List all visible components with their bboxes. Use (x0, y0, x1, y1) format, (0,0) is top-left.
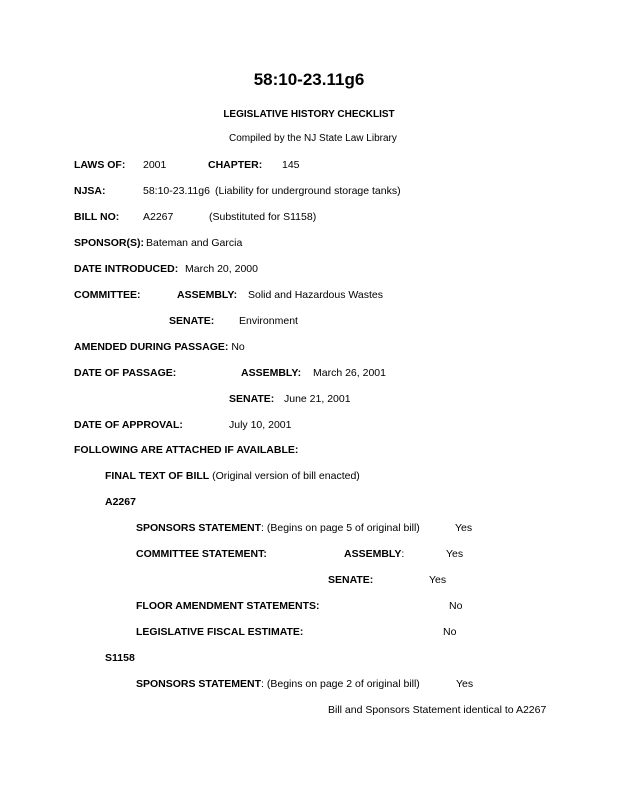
committee-senate-label: SENATE: (169, 315, 215, 327)
njsa-value: 58:10-23.11g6 (143, 185, 210, 197)
bill-no-note: (Substituted for S1158) (209, 211, 317, 223)
a2267-fiscal-value: No (443, 626, 457, 638)
s1158-sponsors-note: : (Begins on page 2 of original bill) (261, 678, 420, 690)
amended-value: No (231, 341, 245, 353)
page-title: 58:10-23.11g6 (253, 70, 365, 89)
date-introduced-label: DATE INTRODUCED: (74, 263, 179, 275)
committee-senate-value: Environment (239, 315, 298, 327)
passage-senate-value: June 21, 2001 (284, 393, 351, 405)
a2267-fiscal-label: LEGISLATIVE FISCAL ESTIMATE: (136, 626, 304, 638)
njsa-label: NJSA: (74, 185, 106, 197)
following-heading: FOLLOWING ARE ATTACHED IF AVAILABLE: (74, 444, 299, 456)
s1158-sponsors-label: SPONSORS STATEMENT (136, 678, 262, 690)
amended-label: AMENDED DURING PASSAGE: (74, 341, 229, 353)
a2267-sponsors-label: SPONSORS STATEMENT (136, 522, 262, 534)
compiled-by: Compiled by the NJ State Law Library (229, 133, 397, 144)
date-of-approval-value: July 10, 2001 (229, 419, 292, 431)
sponsors-value: Bateman and Garcia (146, 237, 243, 249)
a2267-committee-assembly-value: Yes (446, 548, 464, 560)
a2267-committee-senate-value: Yes (429, 574, 447, 586)
s1158-sponsors-value: Yes (456, 678, 474, 690)
passage-assembly-label: ASSEMBLY: (241, 367, 302, 379)
final-text-note: (Original version of bill enacted) (212, 470, 360, 482)
a2267-committee-senate-label: SENATE: (328, 574, 374, 586)
a2267-committee-label: COMMITTEE STATEMENT: (136, 548, 267, 560)
date-of-approval-label: DATE OF APPROVAL: (74, 419, 183, 431)
date-introduced-value: March 20, 2000 (185, 263, 258, 275)
committee-assembly-value: Solid and Hazardous Wastes (248, 289, 384, 301)
njsa-description: (Liability for underground storage tanks) (215, 185, 401, 197)
date-of-passage-label: DATE OF PASSAGE: (74, 367, 177, 379)
a2267-floor-value: No (449, 600, 463, 612)
chapter-value: 145 (282, 159, 300, 171)
s1158-heading: S1158 (105, 652, 135, 664)
a2267-floor-label: FLOOR AMENDMENT STATEMENTS: (136, 600, 320, 612)
a2267-sponsors-note: : (Begins on page 5 of original bill) (261, 522, 420, 534)
laws-of-value: 2001 (143, 159, 167, 171)
laws-of-label: LAWS OF: (74, 159, 126, 171)
a2267-heading: A2267 (105, 496, 136, 508)
bill-no-value: A2267 (143, 211, 174, 223)
document-subtitle: LEGISLATIVE HISTORY CHECKLIST (223, 109, 395, 120)
amended-row (74, 341, 245, 353)
final-text-row (105, 470, 360, 482)
s1158-identical-note: Bill and Sponsors Statement identical to A2267 (328, 704, 547, 716)
final-text-label: FINAL TEXT OF BILL (105, 470, 210, 482)
sponsors-label: SPONSOR(S): (74, 237, 145, 249)
bill-no-label: BILL NO: (74, 211, 120, 223)
a2267-committee-assembly-label: ASSEMBLY (344, 548, 402, 560)
a2267-sponsors-value: Yes (455, 522, 473, 534)
chapter-label: CHAPTER: (208, 159, 263, 171)
passage-senate-label: SENATE: (229, 393, 275, 405)
s1158-sponsors-row (136, 678, 420, 690)
a2267-committee-assembly-row (344, 548, 404, 560)
a2267-sponsors-row (136, 522, 420, 534)
passage-assembly-value: March 26, 2001 (313, 367, 386, 379)
committee-assembly-label: ASSEMBLY: (177, 289, 238, 301)
committee-label: COMMITTEE: (74, 289, 141, 301)
a2267-committee-assembly-colon: : (401, 548, 405, 560)
